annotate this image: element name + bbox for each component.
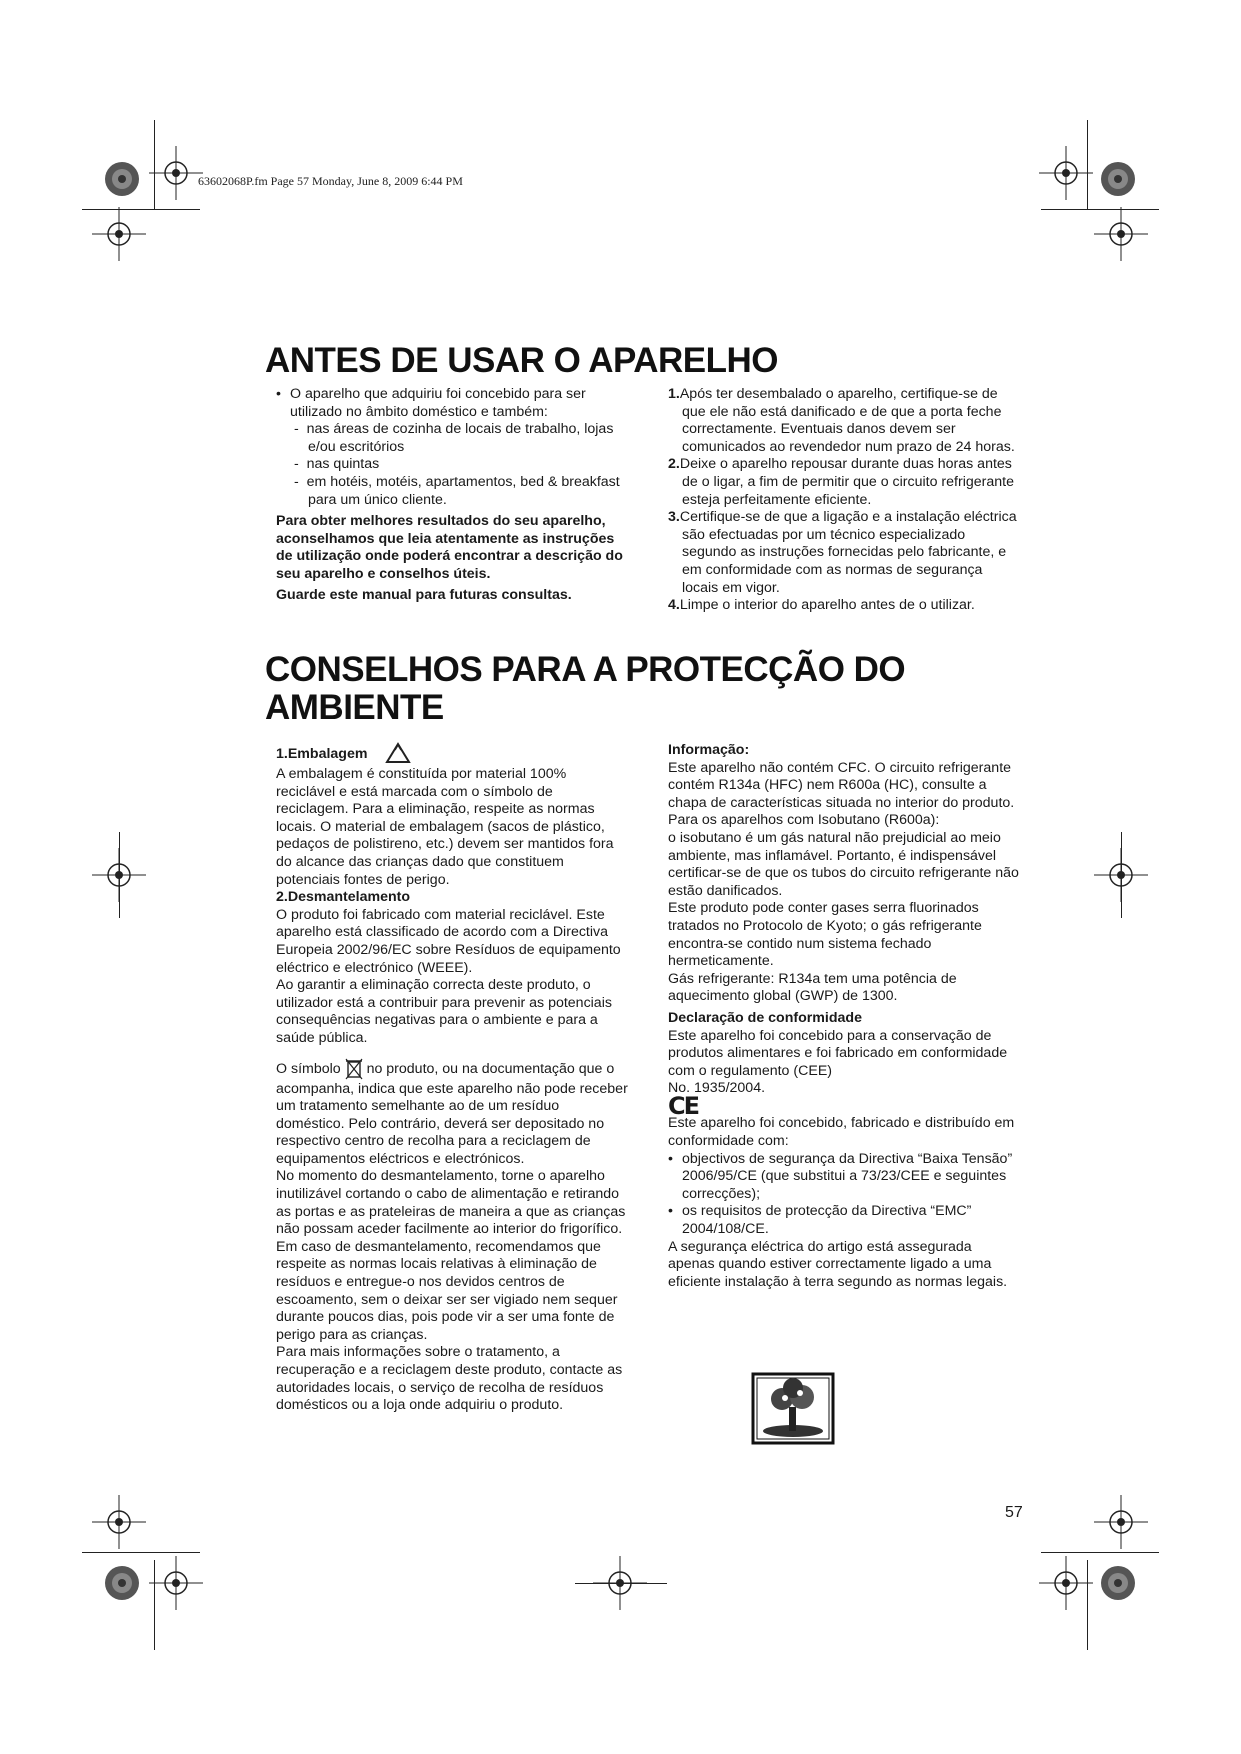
step-item: 1.Após ter desembalado o aparelho, certifique-se de que ele não está danificado e de que a porta feche correctamente. Eventuais danos devem ser comunicados ao revendedor num prazo de 24 horas.	[668, 386, 1015, 455]
info-paragraph: Gás refrigerante: R134a tem uma potência de aquecimento global (GWP) de 1300.	[668, 970, 957, 1005]
step-item: 2.Deixe o aparelho repousar durante duas horas antes de o ligar, a fim de permitir que o circuito refrigerante esteja perfeitamente eficiente.	[668, 456, 1014, 508]
recycle-icon	[383, 742, 413, 766]
decl-paragraph: No. 1935/2004.	[668, 1080, 766, 1097]
section-title-antes: ANTES DE USAR O APARELHO	[265, 341, 779, 380]
informacao-heading: Informação:	[668, 742, 750, 758]
desm-paragraph: Em caso de desmantelamento, recomendamos que respeite as normas locais relativas à eliminação de resíduos e entregue-o nos devidos centros de escoamento, sem o deixar ser ser vigiado nem sequer durante poucos dias, pois pode vir a ser uma fonte de perigo para as crianças.	[276, 1238, 618, 1343]
embalagem-heading: 1.Embalagem	[276, 742, 628, 766]
file-header: 63602068P.fm Page 57 Monday, June 8, 2009 6:44 PM	[198, 174, 463, 188]
color-registration-icon	[1100, 1565, 1136, 1601]
registration-crosshair-icon	[1094, 1495, 1148, 1549]
section2-left-column	[276, 742, 628, 1415]
info-paragraph: Este produto pode conter gases serra fluorinados tratados no Protocolo de Kyoto; o gás refrigerante encontra-se contido num sistema fechado hermeticamente.	[668, 900, 982, 970]
keep-manual-note: Guarde este manual para futuras consultas.	[276, 586, 572, 603]
section1-left-column	[276, 386, 628, 604]
ce-mark-icon: CE	[668, 1091, 699, 1120]
simbolo-paragraph: O símbolo no produto, ou na documentação que o acompanha, indica que este aparelho não pode receber um tratamento semelhante ao de um resíduo doméstico. Pelo contrário, deverá ser depositado no respectivo centro de recolha para a reciclagem de equipamentos eléctricos e electrónicos.	[276, 1057, 628, 1169]
registration-crosshair-icon	[149, 146, 203, 200]
desm-paragraph: O produto foi fabricado com material reciclável. Este aparelho está classificado de acordo com a Directiva Europeia 2002/96/EC sobre Resíduos de equipamento eléctrico e electrónico (WEEE).	[276, 906, 621, 976]
color-registration-icon	[104, 1565, 140, 1601]
step-item: 4.Limpe o interior do aparelho antes de o utilizar.	[668, 597, 975, 614]
registration-crosshair-icon	[92, 1495, 146, 1549]
color-registration-icon	[1100, 161, 1136, 197]
color-registration-icon	[104, 161, 140, 197]
decl-paragraph: Este aparelho foi concebido, fabricado e distribuído em conformidade com:	[668, 1115, 1015, 1150]
info-paragraph: o isobutano é um gás natural não prejudicial ao meio ambiente, mas inflamável. Portanto, é indispensável certificar-se de que os tubos do circuito refrigerante não estão danificados.	[668, 829, 1019, 899]
decl-paragraph: Este aparelho foi concebido para a conservação de produtos alimentares e foi fabricado em conformidade com o regulamento (CEE)	[668, 1027, 1008, 1079]
dash-item: - nas quintas	[294, 456, 380, 473]
desmantelamento-heading: 2.Desmantelamento	[276, 889, 411, 906]
page-number: 57	[1005, 1504, 1023, 1521]
declaracao-heading: Declaração de conformidade	[668, 1009, 862, 1026]
bold-note: Para obter melhores resultados do seu aparelho, aconselhamos que leia atentamente as instruções de utilização onde poderá encontrar a descrição do seu aparelho e conselhos úteis.	[276, 513, 623, 582]
embalagem-text-2: locais. O material de embalagem (sacos de plástico, pedaços de polistireno, etc.) devem ser mantidos fora do alcance das crianças dado que constituem potenciais fontes de perigo.	[276, 818, 614, 888]
section-title-conselhos: CONSELHOS PARA A PROTECÇÃO DO AMBIENTE	[265, 650, 906, 727]
step-item: 3.Certifique-se de que a ligação e a instalação eléctrica são efectuadas por um técnico especializado segundo as instruções fornecidas pelo fabricante, e em conformidade com as normas de segurança locais em vigor.	[668, 509, 1017, 596]
section2-right-column	[668, 742, 1020, 1291]
dash-item: - nas áreas de cozinha de locais de trabalho, lojas e/ou escritórios	[294, 421, 614, 455]
info-paragraph: Este aparelho não contém CFC. O circuito refrigerante contém R134a (HFC) nem R600a (HC), consulte a chapa de características situada no interior do produto.	[668, 759, 1015, 811]
desm-paragraph: Ao garantir a eliminação correcta deste produto, o utilizador está a contribuir para prevenir as potenciais consequências negativas para o ambiente e para a saúde pública.	[276, 977, 612, 1046]
desm-paragraph: No momento do desmantelamento, torne o aparelho inutilizável cortando o cabo de alimentação e retirando as portas e as prateleiras de maneira a que as crianças não possam aceder facilmente ao interior do frigorífico.	[276, 1168, 626, 1238]
info-paragraph: Para os aparelhos com Isobutano (R600a):	[668, 812, 940, 829]
registration-crosshair-icon	[1094, 207, 1148, 261]
decl-paragraph: A segurança eléctrica do artigo está assegurada apenas quando estiver correctamente ligado a uma eficiente instalação à terra segundo as normas legais.	[668, 1238, 1008, 1290]
decl-bullet: • objectivos de segurança da Directiva “Baixa Tensão” 2006/95/CE (que substitui a 73/23/CEE e seguintes correcções);	[668, 1151, 1020, 1204]
environment-tree-icon	[750, 1371, 836, 1446]
registration-crosshair-icon	[92, 207, 146, 261]
registration-crosshair-icon	[1039, 146, 1093, 200]
embalagem-text: A embalagem é constituída por material 100% reciclável e está marcada com o símbolo de reciclagem. Para a eliminação, respeite as normas	[276, 766, 595, 818]
registration-crosshair-icon	[149, 1556, 203, 1610]
intro-bullet: • O aparelho que adquiriu foi concebido para ser utilizado no âmbito doméstico e também:	[276, 386, 628, 421]
section1-right-column	[668, 386, 1020, 615]
desm-paragraph: Para mais informações sobre o tratamento, a recuperação e a reciclagem deste produto, contacte as autoridades locais, o serviço de recolha de resíduos domésticos ou a loja onde adquiriu o produto.	[276, 1344, 623, 1414]
weee-bin-icon	[345, 1057, 363, 1081]
decl-bullet: • os requisitos de protecção da Directiva “EMC” 2004/108/CE.	[668, 1203, 1020, 1238]
registration-crosshair-icon	[1039, 1556, 1093, 1610]
dash-item: - em hotéis, motéis, apartamentos, bed & breakfast para um único cliente.	[294, 473, 620, 508]
